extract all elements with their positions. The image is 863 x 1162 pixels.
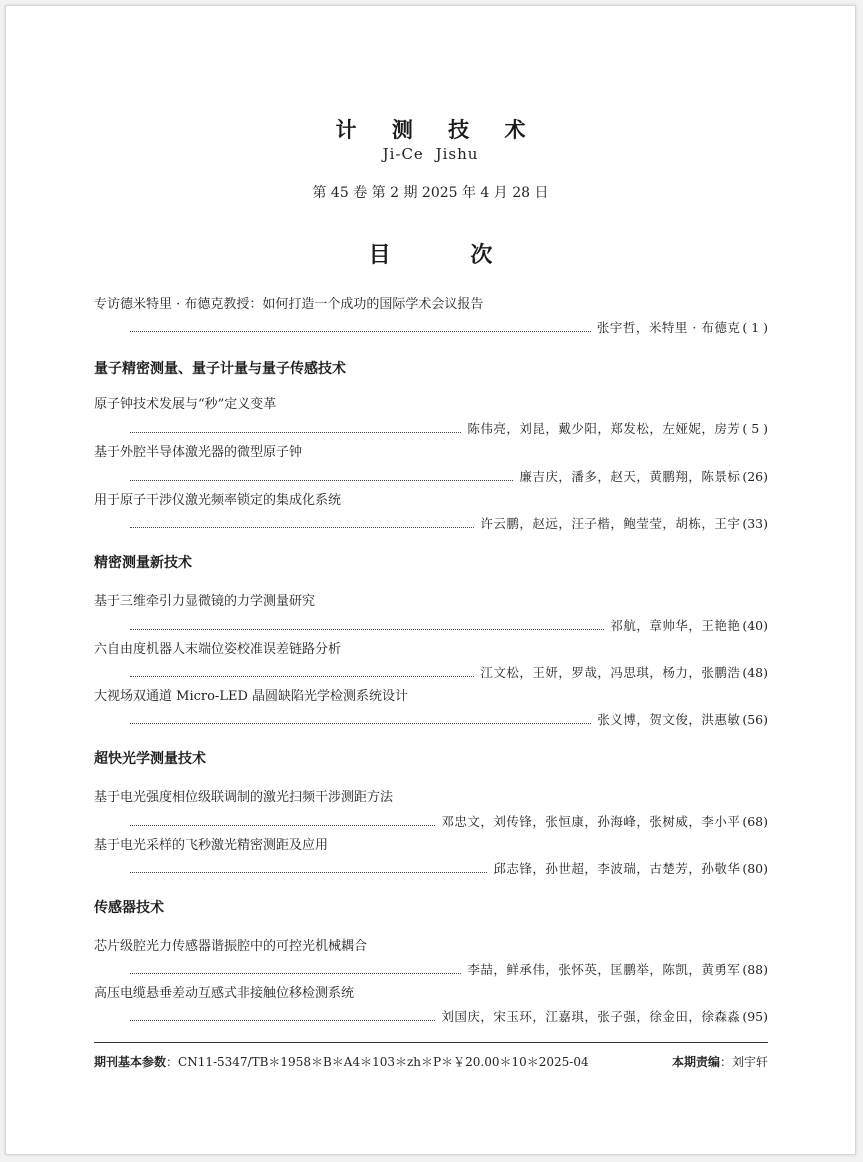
toc-entry-title: 芯片级腔光力传感器谐振腔中的可控光机械耦合 <box>94 939 368 954</box>
issue-info: 第 45 卷 第 2 期 2025 年 4 月 28 日 <box>312 185 549 201</box>
toc-entry-line <box>130 1007 768 1025</box>
toc-entry-title: 六自由度机器人末端位姿校准误差链路分析 <box>94 642 342 657</box>
section-heading: 超快光学测量技术 <box>94 751 206 767</box>
toc-entry-title: 大视场双通道 Micro-LED 晶圆缺陷光学检测系统设计 <box>94 689 408 704</box>
dot-leader <box>130 432 461 433</box>
toc-entry-line <box>130 318 768 336</box>
toc-entry-line <box>130 663 768 681</box>
toc-entry-line <box>130 960 768 978</box>
toc-entry-page: (56) <box>742 712 768 727</box>
section-heading: 传感器技术 <box>94 900 164 916</box>
toc-entry-page: (95) <box>742 1009 768 1024</box>
dot-leader <box>130 480 513 481</box>
footer-divider <box>94 1042 768 1043</box>
dot-leader <box>130 676 474 677</box>
toc-entry-page: (88) <box>742 962 768 977</box>
toc-entry-page: (80) <box>742 861 768 876</box>
toc-entry-authors: 张宇哲，米特里 · 布德克 <box>596 320 741 335</box>
toc-entry-line <box>130 859 768 877</box>
dot-leader <box>130 872 487 873</box>
dot-leader <box>130 825 435 826</box>
toc-entry-line <box>130 812 768 830</box>
toc-entry-authors: 江文松，王妍，罗哉，冯思琪，杨力，张鹏浩 <box>480 665 741 680</box>
issue-editor-value: ：刘宇轩 <box>719 1055 768 1069</box>
dot-leader <box>130 331 591 332</box>
toc-entry-authors: 张义博，贺文俊，洪惠敏 <box>597 712 741 727</box>
toc-entry-line <box>130 419 768 437</box>
dot-leader <box>130 527 474 528</box>
journal-footer <box>94 1053 768 1070</box>
toc-entry-page: (33) <box>742 516 768 531</box>
toc-entry-authors: 廉吉庆，潘多，赵天，黄鹏翔，陈景标 <box>519 469 741 484</box>
journal-params <box>94 1053 589 1070</box>
toc-entry-page: ( 1 ) <box>742 320 768 335</box>
toc-entry-line <box>130 467 768 485</box>
toc-entry-title: 基于外腔半导体激光器的微型原子钟 <box>94 445 303 460</box>
toc-entry-page: (68) <box>742 814 768 829</box>
dot-leader <box>130 723 591 724</box>
toc-entry-authors: 李喆，鲜承伟，张怀英，匡鹏举，陈凯，黄勇军 <box>467 962 741 977</box>
toc-entry-title: 高压电缆悬垂差动互感式非接触位移检测系统 <box>94 986 355 1001</box>
toc-entry-title: 基于电光强度相位级联调制的激光扫频干涉测距方法 <box>94 790 394 805</box>
toc-entry-authors: 祁航，章帅华，王艳艳 <box>610 618 741 633</box>
section-heading: 量子精密测量、量子计量与量子传感技术 <box>94 361 346 377</box>
toc-entry-authors: 刘国庆，宋玉环，江嘉琪，张子强，徐金田，徐森淼 <box>441 1009 741 1024</box>
issue-editor-label: 本期责编 <box>671 1055 720 1069</box>
toc-entry-authors: 邱志锋，孙世超，李波瑞，古楚芳，孙敬华 <box>493 861 741 876</box>
toc-entry-line <box>130 514 768 532</box>
toc-entry-line <box>130 616 768 634</box>
toc-entry-page: ( 5 ) <box>742 421 768 436</box>
journal-title: 计 测 技 术 <box>335 117 540 142</box>
dot-leader <box>130 629 604 630</box>
toc-entry-line <box>130 710 768 728</box>
toc-entry-authors: 邓忠文，刘传锋，张恒康，孙海峰，张树威，李小平 <box>441 814 741 829</box>
toc-entry-authors: 许云鹏，赵远，汪子楷，鲍莹莹，胡栋，王宇 <box>480 516 741 531</box>
journal-page <box>5 5 856 1155</box>
journal-params-value: ：CN11-5347/TB＊1958＊B＊A4＊103＊zh＊P＊￥20.00＊10＊2025-04 <box>166 1055 589 1069</box>
toc-entry-title: 用于原子干涉仪激光频率锁定的集成化系统 <box>94 493 342 508</box>
toc-entry-page: (48) <box>742 665 768 680</box>
issue-editor <box>672 1053 768 1070</box>
dot-leader <box>130 973 461 974</box>
toc-entry-title: 基于三维牵引力显微镜的力学测量研究 <box>94 594 316 609</box>
dot-leader <box>130 1020 435 1021</box>
toc-entry-page: (40) <box>742 618 768 633</box>
toc-entry-title: 原子钟技术发展与“秒”定义变革 <box>94 397 277 412</box>
toc-entry-title: 基于电光采样的飞秒激光精密测距及应用 <box>94 838 329 853</box>
toc-entry-authors: 陈伟亮，刘昆，戴少阳，郑发松，左娅妮，房芳 <box>467 421 741 436</box>
toc-heading: 目 次 <box>368 242 529 268</box>
toc-entry-title: 专访德米特里 · 布德克教授：如何打造一个成功的国际学术会议报告 <box>94 297 484 312</box>
section-heading: 精密测量新技术 <box>94 555 192 571</box>
toc-entry-page: (26) <box>742 469 768 484</box>
journal-params-label: 期刊基本参数 <box>94 1055 167 1069</box>
journal-pinyin: Ji-Ce Jishu <box>382 145 479 163</box>
